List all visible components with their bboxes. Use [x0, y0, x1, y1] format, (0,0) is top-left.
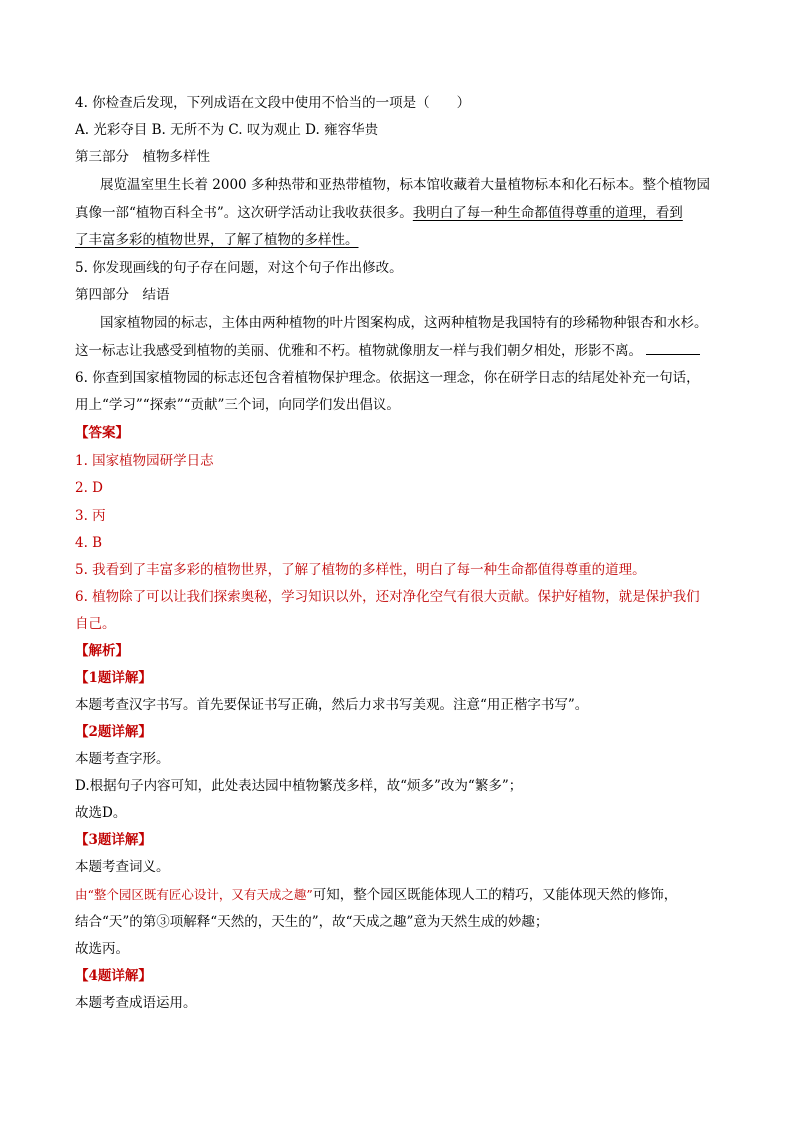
part3-paragraph-line1: 展览温室里生长着 2000 多种热带和亚热带植物，标本馆收藏着大量植物标本和化石标本。整个植物园: [100, 177, 710, 193]
analysis-tag: 【解析】: [75, 643, 129, 659]
detail-3-line2-rest: 可知，整个园区既能体现人工的精巧，又能体现天然的修饰，: [312, 887, 678, 903]
detail-3-line4: 故选丙。: [75, 941, 129, 957]
answer-6-line2: 自己。: [75, 616, 116, 632]
part3-paragraph-line3: [75, 231, 725, 249]
detail-1-text: 本题考查汉字书写。首先要保证书写正确，然后力求书写美观。注意“用正楷字书写”。: [75, 697, 589, 713]
detail-3-line3: 结合“天”的第③项解释“天然的，天生的”，故“天成之趣”意为天然生成的妙趣；: [75, 914, 549, 930]
answer-6-line1: 6. 植物除了可以让我们探索奥秘，学习知识以外，还对净化空气有很大贡献。保护好植物，就是保护我们: [75, 589, 700, 605]
part4-paragraph-line1: 国家植物园的标志，主体由两种植物的叶片图案构成，这两种植物是我国特有的珍稀物种银杏和水杉。: [100, 315, 708, 331]
answer-3: 3. 丙: [75, 508, 106, 524]
q6-line2: 用上“学习”“探索”“贡献”三个词，向同学们发出倡议。: [75, 397, 400, 413]
detail-1-tag: 【1题详解】: [75, 670, 152, 686]
part3-paragraph-line2: [75, 204, 725, 222]
part4-paragraph-line2: [75, 342, 725, 360]
underlined-sentence-part1: 我明白了每一种生命都值得尊重的道理，看到: [412, 205, 683, 221]
answer-5: 5. 我看到了丰富多彩的植物世界，了解了植物的多样性，明白了每一种生命都值得尊重的道理。: [75, 562, 646, 578]
part4-text: 这一标志让我感受到植物的美丽、优雅和不朽。植物就像朋友一样与我们朝夕相处，形影不离。: [75, 343, 642, 359]
q4-stem: 4. 你检查后发现，下列成语在文段中使用不恰当的一项是（ ）: [75, 95, 471, 111]
part3-plain-text: 真像一部“植物百科全书”。这次研学活动让我收获很多。: [75, 205, 413, 221]
answer-1: 1. 国家植物园研学日志: [75, 453, 214, 469]
detail-3-tag: 【3题详解】: [75, 832, 152, 848]
detail-2-line3: 故选D。: [75, 805, 127, 821]
part4-heading: 第四部分 结语: [75, 287, 170, 303]
q4-options: A. 光彩夺目 B. 无所不为 C. 叹为观止 D. 雍容华贵: [75, 122, 379, 138]
part3-heading: 第三部分 植物多样性: [75, 149, 210, 165]
underlined-sentence-part2: 了丰富多彩的植物世界，了解了植物的多样性。: [75, 232, 359, 248]
answer-tag: 【答案】: [75, 425, 129, 441]
detail-2-line2: D.根据句子内容可知，此处表达园中植物繁茂多样，故“烦多”改为“繁多”；: [75, 778, 523, 794]
quoted-source-text: 由“整个园区既有匠心设计，又有天成之趣”: [75, 887, 313, 902]
detail-2-tag: 【2题详解】: [75, 724, 152, 740]
q5-stem: 5. 你发现画线的句子存在问题，对这个句子作出修改。: [75, 260, 403, 276]
answer-4: 4. B: [75, 535, 103, 551]
q6-line1: 6. 你查到国家植物园的标志还包含着植物保护理念。依据这一理念，你在研学日志的结尾处补充一句话，: [75, 370, 700, 386]
detail-4-line1: 本题考查成语运用。: [75, 995, 197, 1011]
detail-3-line2: [75, 886, 725, 904]
detail-2-line1: 本题考查字形。: [75, 751, 170, 767]
detail-4-tag: 【4题详解】: [75, 968, 152, 984]
answer-blank: [646, 342, 700, 355]
detail-3-line1: 本题考查词义。: [75, 859, 170, 875]
answer-2: 2. D: [75, 480, 103, 496]
